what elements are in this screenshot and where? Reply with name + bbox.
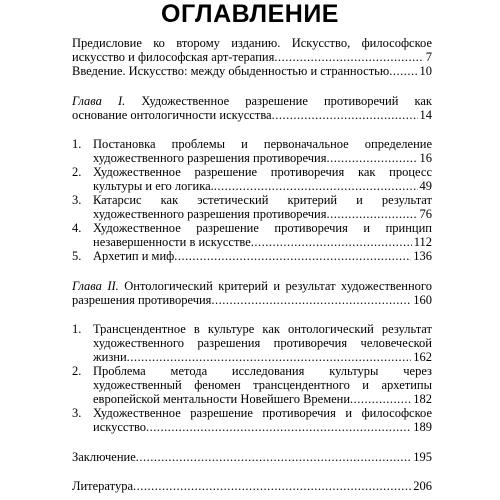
section-entry[interactable] <box>93 151 432 165</box>
section-title-line-2: искусство <box>93 420 147 434</box>
page-title: ОГЛАВЛЕНИЕ <box>161 0 339 28</box>
conclusion-title: Заключение <box>72 450 136 464</box>
page-number: 206 <box>413 479 432 493</box>
page-number: 49 <box>419 179 432 193</box>
dot-leader <box>327 151 418 165</box>
preface-title-line-2: искусство и философская арт-терапия <box>72 50 275 64</box>
bibliography-entry[interactable] <box>72 479 432 493</box>
preface-entry[interactable] <box>72 50 432 64</box>
dot-leader <box>133 479 411 493</box>
section-title-line-1: Постановка проблемы и первоначальное определение <box>93 137 432 151</box>
dot-leader <box>214 179 418 193</box>
page-number: 182 <box>413 392 432 406</box>
dot-leader <box>127 350 412 364</box>
section-number: 2. <box>72 165 82 179</box>
section-entry[interactable] <box>93 235 432 249</box>
page-number: 7 <box>425 50 432 64</box>
section-title-line-3: европейской ментальности Новейшего Времени <box>93 392 351 406</box>
section-number: 1. <box>72 322 82 336</box>
section-entry[interactable] <box>93 249 432 263</box>
section-title-line-3: жизни <box>93 350 127 364</box>
dot-leader <box>251 235 412 249</box>
dot-leader <box>274 50 423 64</box>
page-number: 189 <box>413 420 432 434</box>
chapter-1-label: Глава I. <box>72 94 126 108</box>
dot-leader <box>136 450 412 464</box>
dot-leader <box>146 420 411 434</box>
section-number: 5. <box>72 249 82 263</box>
section-title-line-2: незавершенности в искусстве <box>93 235 251 249</box>
section-title-line-2: художественный феномен трансцендентного и архетипы <box>93 378 432 392</box>
section-title-line-1: Художественное разрешение противоречия и философское <box>93 406 432 420</box>
conclusion-entry[interactable] <box>72 450 432 464</box>
section-title: Архетип и миф <box>93 249 175 263</box>
bibliography-title: Литература <box>72 479 133 493</box>
section-entry[interactable] <box>93 179 432 193</box>
page-number: 16 <box>419 151 432 165</box>
section-number: 3. <box>72 406 82 420</box>
page-number: 160 <box>413 293 432 307</box>
section-title-line-2: художественного разрешения противоречия <box>93 207 327 221</box>
section-title-line-2: культуры и его логика. <box>93 179 214 193</box>
section-number: 2. <box>72 364 82 378</box>
dot-leader <box>350 392 411 406</box>
page-number: 14 <box>419 108 432 122</box>
page-number: 76 <box>419 207 432 221</box>
preface-title-line-1: Предисловие ко второму изданию. Искусство, философское <box>72 36 432 50</box>
dot-leader <box>272 108 418 122</box>
chapter-2-title: Онтологический критерий и результат художественного <box>118 279 432 293</box>
section-title-line-1: Проблема метода исследования культуры через <box>93 364 432 378</box>
chapter-2-title-line-1 <box>72 279 432 293</box>
chapter-1-title: Художественное разрешение противоречий как <box>125 94 432 108</box>
page-number: 112 <box>413 235 432 249</box>
section-number: 4. <box>72 221 82 235</box>
chapter-1-entry[interactable] <box>72 108 432 122</box>
section-title-line-1: Художественное разрешение противоречия как процесс <box>93 165 432 179</box>
section-entry[interactable] <box>93 420 432 434</box>
dot-leader <box>327 207 418 221</box>
section-number: 3. <box>72 193 82 207</box>
section-title-line-2: художественного разрешения противоречия <box>93 151 327 165</box>
introduction-title: Введение. Искусство: между обыденностью и странностью <box>72 64 390 78</box>
section-entry[interactable] <box>93 207 432 221</box>
section-entry[interactable] <box>93 350 432 364</box>
section-title-line-1: Трансцендентное в культуре как онтологический результат <box>93 322 432 336</box>
dot-leader <box>174 249 411 263</box>
dot-leader <box>389 64 417 78</box>
page-number: 195 <box>413 450 432 464</box>
chapter-2-title-line-2: разрешения противоречия <box>72 293 212 307</box>
dot-leader <box>211 293 411 307</box>
introduction-entry[interactable] <box>72 64 432 78</box>
chapter-1-title-line-2: основание онтологичности искусства <box>72 108 272 122</box>
section-title-line-2: художественного разрешения противоречия человеческой <box>93 336 432 350</box>
section-title-line-1: Катарсис как эстетический критерий и результат <box>93 193 432 207</box>
page-number: 162 <box>413 350 432 364</box>
page-number: 10 <box>419 64 432 78</box>
chapter-2-entry[interactable] <box>72 293 432 307</box>
section-title-line-1: Художественное разрешение противоречия и принцип <box>93 221 432 235</box>
chapter-1-title-line-1 <box>72 94 432 108</box>
page-number: 136 <box>413 249 432 263</box>
section-number: 1. <box>72 137 82 151</box>
chapter-2-label: Глава II. <box>72 279 119 293</box>
section-entry[interactable] <box>93 392 432 406</box>
